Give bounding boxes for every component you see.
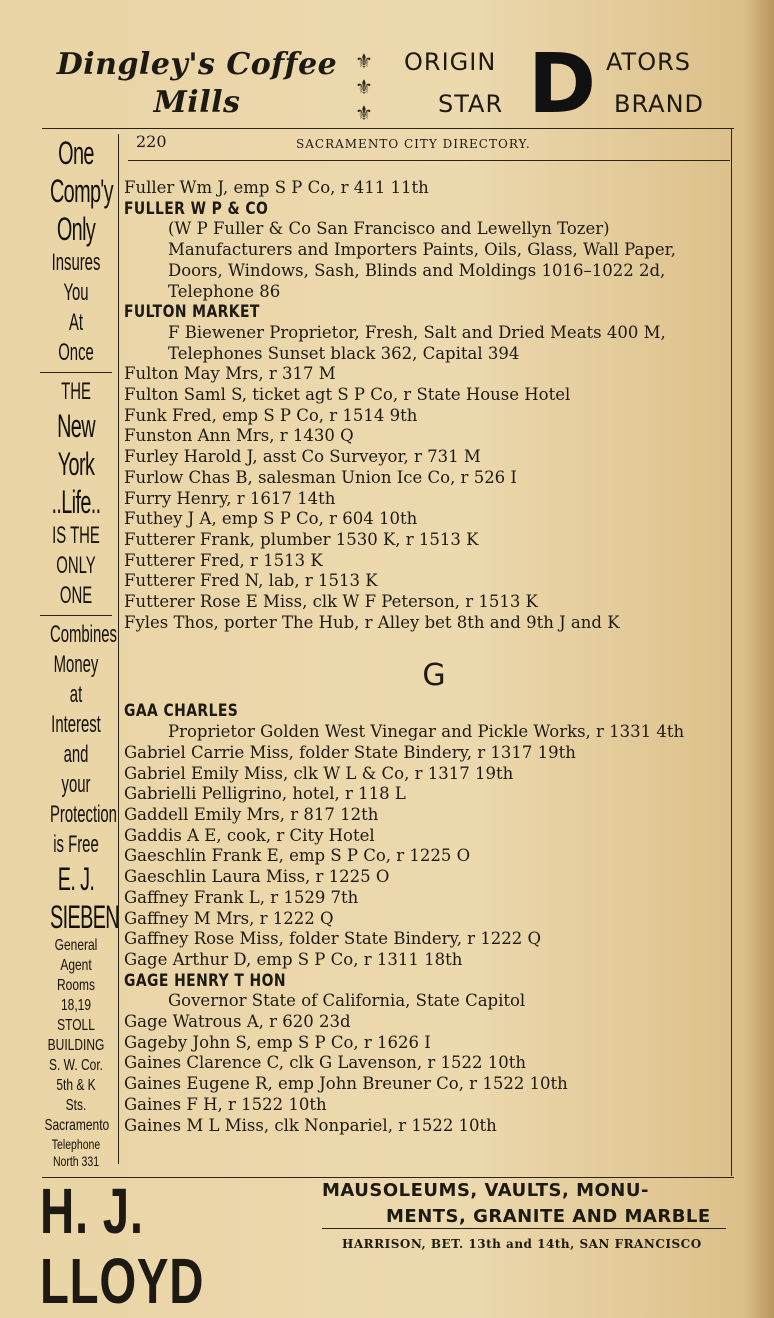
directory-entry: Gage Arthur D, emp S P Co, r 1311 18th (124, 949, 463, 969)
sidebar-ad-line: ONLY ONE (56, 552, 96, 609)
directory-entry: Futterer Fred N, lab, r 1513 K (124, 571, 378, 591)
directory-entry: Gaffney Frank L, r 1529 7th (124, 887, 359, 907)
directory-entry: Gaines F H, r 1522 10th (124, 1094, 327, 1114)
header-rule (128, 160, 730, 161)
sidebar-ad-line: BUILDING (47, 1037, 105, 1054)
business-description: Proprietor Golden West Vinegar and Pickle Works, r 1331 4th (168, 722, 685, 742)
sidebar-ad-line: Interest (51, 711, 101, 738)
directory-entry: Gaeschlin Laura Miss, r 1225 O (124, 867, 390, 887)
sidebar-ad-line: Money at (53, 651, 99, 708)
directory-entry: Funk Fred, emp S P Co, r 1514 9th (124, 405, 418, 425)
page-number: 220 (136, 132, 167, 151)
sidebar-ad-line: Insures (51, 249, 101, 276)
directory-entry: Fulton Saml S, ticket agt S P Co, r State House Hotel (124, 385, 571, 405)
directory-entry: Futterer Rose E Miss, clk W F Peterson, r 1513 K (124, 592, 538, 612)
sidebar-ad-line: New (57, 408, 95, 444)
directory-entry: Gabriel Carrie Miss, folder State Bindery, r 1317 19th (124, 742, 576, 762)
lloyd-ad-line2: MENTS, GRANITE AND MARBLE (386, 1206, 711, 1227)
directory-entry: Gaffney M Mrs, r 1222 Q (124, 908, 334, 928)
sidebar-ad-line: Protection (49, 801, 117, 828)
directory-entry: Fuller Wm J, emp S P Co, r 411 11th (124, 178, 429, 197)
lloyd-ad-name: H. J. LLOYD (40, 1175, 205, 1317)
dingleys-coffee-ad (52, 46, 342, 122)
sidebar-ad-line: Combines (49, 621, 117, 648)
sidebar-ad-line: 5th & K Sts. (56, 1077, 96, 1114)
business-description: Governor State of California, State Capitol (168, 991, 526, 1011)
directory-entry: Gaines Eugene R, emp John Breuner Co, r 1522 10th (124, 1074, 568, 1094)
sidebar-ad-line: IS THE (52, 522, 100, 549)
big-d-logo: D (527, 37, 597, 132)
business-heading: GAGE HENRY T HON (124, 970, 286, 991)
business-heading: FULLER W P & CO (124, 198, 269, 219)
directory-entries (124, 178, 734, 1136)
sidebar-rule (40, 372, 112, 373)
sidebar-ad-line: York (57, 446, 95, 482)
originators-right: ATORS (606, 48, 692, 76)
originators-left: ORIGIN (404, 48, 497, 76)
directory-entry: Gabrielli Pelligrino, hotel, r 118 L (124, 784, 406, 804)
sidebar-ad-line: and your (61, 741, 91, 798)
directory-entry: Gageby John S, emp S P Co, r 1626 I (124, 1032, 431, 1052)
sidebar-rule (40, 615, 112, 616)
sidebar-ad-line: is Free (53, 831, 99, 858)
business-description: F Biewener Proprietor, Fresh, Salt and Dried Meats 400 M, Telephones Sunset black 362, Capital 394 (168, 322, 666, 363)
directory-entry: Gaeschlin Frank E, emp S P Co, r 1225 O (124, 846, 471, 866)
sidebar-ad-line: Telephone (51, 1136, 101, 1152)
fleur-ornament-icon: ⚜ ⚜ ⚜ (355, 49, 373, 125)
sidebar-ad-line: Agent (60, 957, 92, 974)
directory-entry: Furlow Chas B, salesman Union Ice Co, r 526 I (124, 467, 517, 487)
sidebar-ad-line: ..Life.. (51, 484, 101, 520)
star-text: STAR (438, 90, 504, 118)
sidebar-ad-line: Comp'y (49, 173, 113, 209)
directory-entry: Futterer Frank, plumber 1530 K, r 1513 K (124, 529, 479, 549)
brand-text: BRAND (614, 90, 705, 118)
directory-entry: Gaines Clarence C, clk G Lavenson, r 1522 10th (124, 1053, 527, 1073)
sidebar-ad-line: At Once (58, 309, 94, 366)
sidebar-ad-line: Sacramento (44, 1117, 110, 1134)
sidebar-ad-line: Only (56, 211, 96, 247)
new-york-life-sidebar-ad (34, 134, 120, 1169)
directory-entry: Gaffney Rose Miss, folder State Bindery, r 1222 Q (124, 929, 542, 949)
running-head: SACRAMENTO CITY DIRECTORY. (296, 137, 531, 151)
sidebar-ad-line: You (63, 279, 89, 306)
lloyd-ad-address: HARRISON, BET. 13th and 14th, SAN FRANCISCO (342, 1237, 702, 1251)
directory-entry: Gaddis A E, cook, r City Hotel (124, 825, 375, 845)
directory-entry: Furley Harold J, asst Co Surveyor, r 731 M (124, 447, 481, 467)
directory-entry: Gaddell Emily Mrs, r 817 12th (124, 804, 379, 824)
section-letter: G (422, 658, 446, 694)
directory-entry: Futterer Fred, r 1513 K (124, 550, 323, 570)
business-description: (W P Fuller & Co San Francisco and Lewellyn Tozer) Manufacturers and Importers Paints, Oils, Glass, Wall Paper, Doors, Windows, Sash, Blinds and Moldings 1016–1022 2d, Telephone 86 (168, 219, 676, 301)
directory-entry: Funston Ann Mrs, r 1430 Q (124, 426, 354, 446)
directory-entry: Gage Watrous A, r 620 23d (124, 1012, 351, 1032)
sidebar-ad-line: STOLL (57, 1017, 95, 1034)
business-heading: GAA CHARLES (124, 701, 239, 722)
sidebar-ad-line: E. J. (57, 861, 95, 897)
sidebar-ad-line: S. W. Cor. (48, 1057, 103, 1074)
dingleys-line1: Dingley's Coffee (56, 47, 338, 82)
directory-entry: Gabriel Emily Miss, clk W L & Co, r 1317 19th (124, 763, 514, 783)
sidebar-ad-line: North 331 (52, 1153, 100, 1169)
directory-entry: Furry Henry, r 1617 14th (124, 488, 336, 508)
directory-entry: Gaines M L Miss, clk Nonpariel, r 1522 10th (124, 1115, 497, 1135)
business-heading: FULTON MARKET (124, 302, 260, 323)
lloyd-ad-line1: MAUSOLEUMS, VAULTS, MONU- (322, 1180, 649, 1201)
sidebar-ad-line: One (58, 135, 94, 171)
lloyd-ad-rule (322, 1228, 726, 1229)
sidebar-ad-line: THE (61, 378, 91, 405)
sidebar-ad-line: General (54, 937, 98, 954)
sidebar-ad-line: SIEBEN (49, 899, 120, 935)
directory-entry: Fyles Thos, porter The Hub, r Alley bet 8th and 9th J and K (124, 612, 620, 632)
sidebar-ad-line: Rooms 18,19 (56, 977, 96, 1014)
directory-entry: Futhey J A, emp S P Co, r 604 10th (124, 509, 418, 529)
directory-entry: Fulton May Mrs, r 317 M (124, 364, 336, 384)
dingleys-line2: Mills (153, 85, 241, 120)
